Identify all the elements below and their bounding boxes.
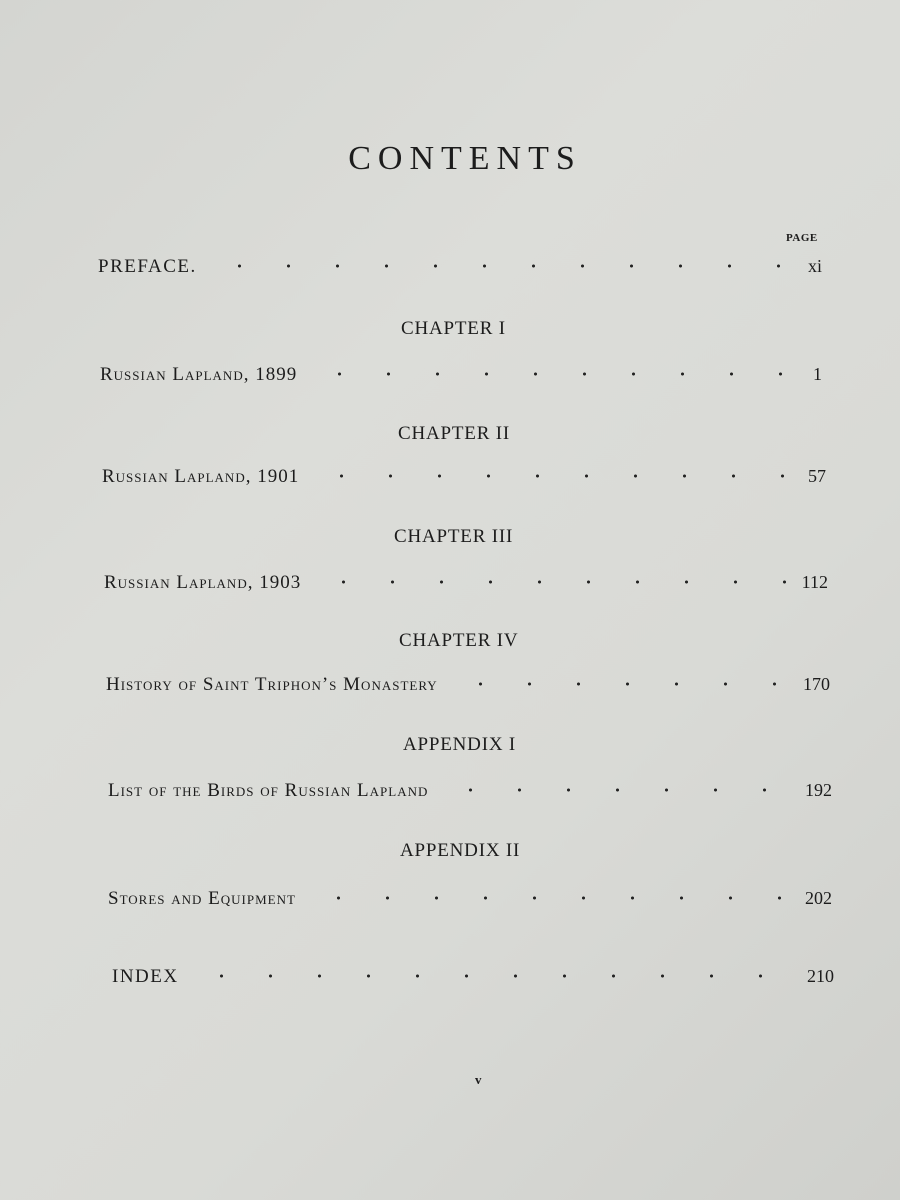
- toc-entry[interactable]: [104, 572, 828, 594]
- chapter-heading: CHAPTER II: [398, 423, 510, 444]
- toc-entry-index[interactable]: [112, 966, 834, 988]
- toc-entry-page: 202: [805, 888, 832, 908]
- toc-entry-page: 192: [805, 780, 832, 800]
- page-column-label: PAGE: [786, 232, 818, 244]
- dot-leader: [456, 681, 791, 687]
- chapter-heading: CHAPTER I: [401, 318, 506, 339]
- toc-entry[interactable]: [108, 780, 832, 802]
- toc-entry[interactable]: [102, 466, 826, 488]
- dot-leader: [197, 973, 795, 979]
- toc-entry-page: 210: [807, 966, 834, 986]
- toc-entry-page: 57: [808, 466, 826, 486]
- toc-entry-label: Russian Lapland, 1901: [102, 466, 300, 487]
- chapter-heading: CHAPTER IV: [399, 630, 519, 651]
- toc-entry-preface[interactable]: [98, 256, 822, 278]
- dot-leader: [446, 787, 793, 793]
- toc-entry-page: 1: [813, 364, 822, 384]
- toc-entry[interactable]: [108, 888, 832, 910]
- toc-entry[interactable]: [100, 364, 822, 386]
- dot-leader: [315, 371, 786, 377]
- chapter-heading: CHAPTER III: [394, 526, 514, 547]
- toc-entry-label: Stores and Equipment: [108, 888, 296, 909]
- dot-leader: [319, 579, 789, 585]
- dot-leader: [215, 263, 786, 269]
- appendix-heading: APPENDIX II: [400, 840, 521, 861]
- page-folio: v: [475, 1072, 482, 1087]
- toc-entry[interactable]: [106, 674, 830, 696]
- dot-leader: [317, 473, 790, 479]
- dot-leader: [314, 895, 793, 901]
- appendix-heading: APPENDIX I: [403, 734, 517, 755]
- toc-entry-label: PREFACE.: [98, 256, 197, 277]
- toc-entry-label: History of Saint Triphon’s Monastery: [106, 674, 438, 695]
- toc-entry-label: List of the Birds of Russian Lapland: [108, 780, 429, 801]
- page-title: CONTENTS: [348, 140, 582, 177]
- toc-entry-page: 112: [801, 572, 828, 592]
- toc-entry-label: INDEX: [112, 966, 179, 987]
- toc-entry-page: 170: [803, 674, 830, 694]
- toc-entry-label: Russian Lapland, 1903: [104, 572, 302, 593]
- toc-entry-page: xi: [807, 256, 822, 276]
- toc-entry-label: Russian Lapland, 1899: [100, 364, 298, 385]
